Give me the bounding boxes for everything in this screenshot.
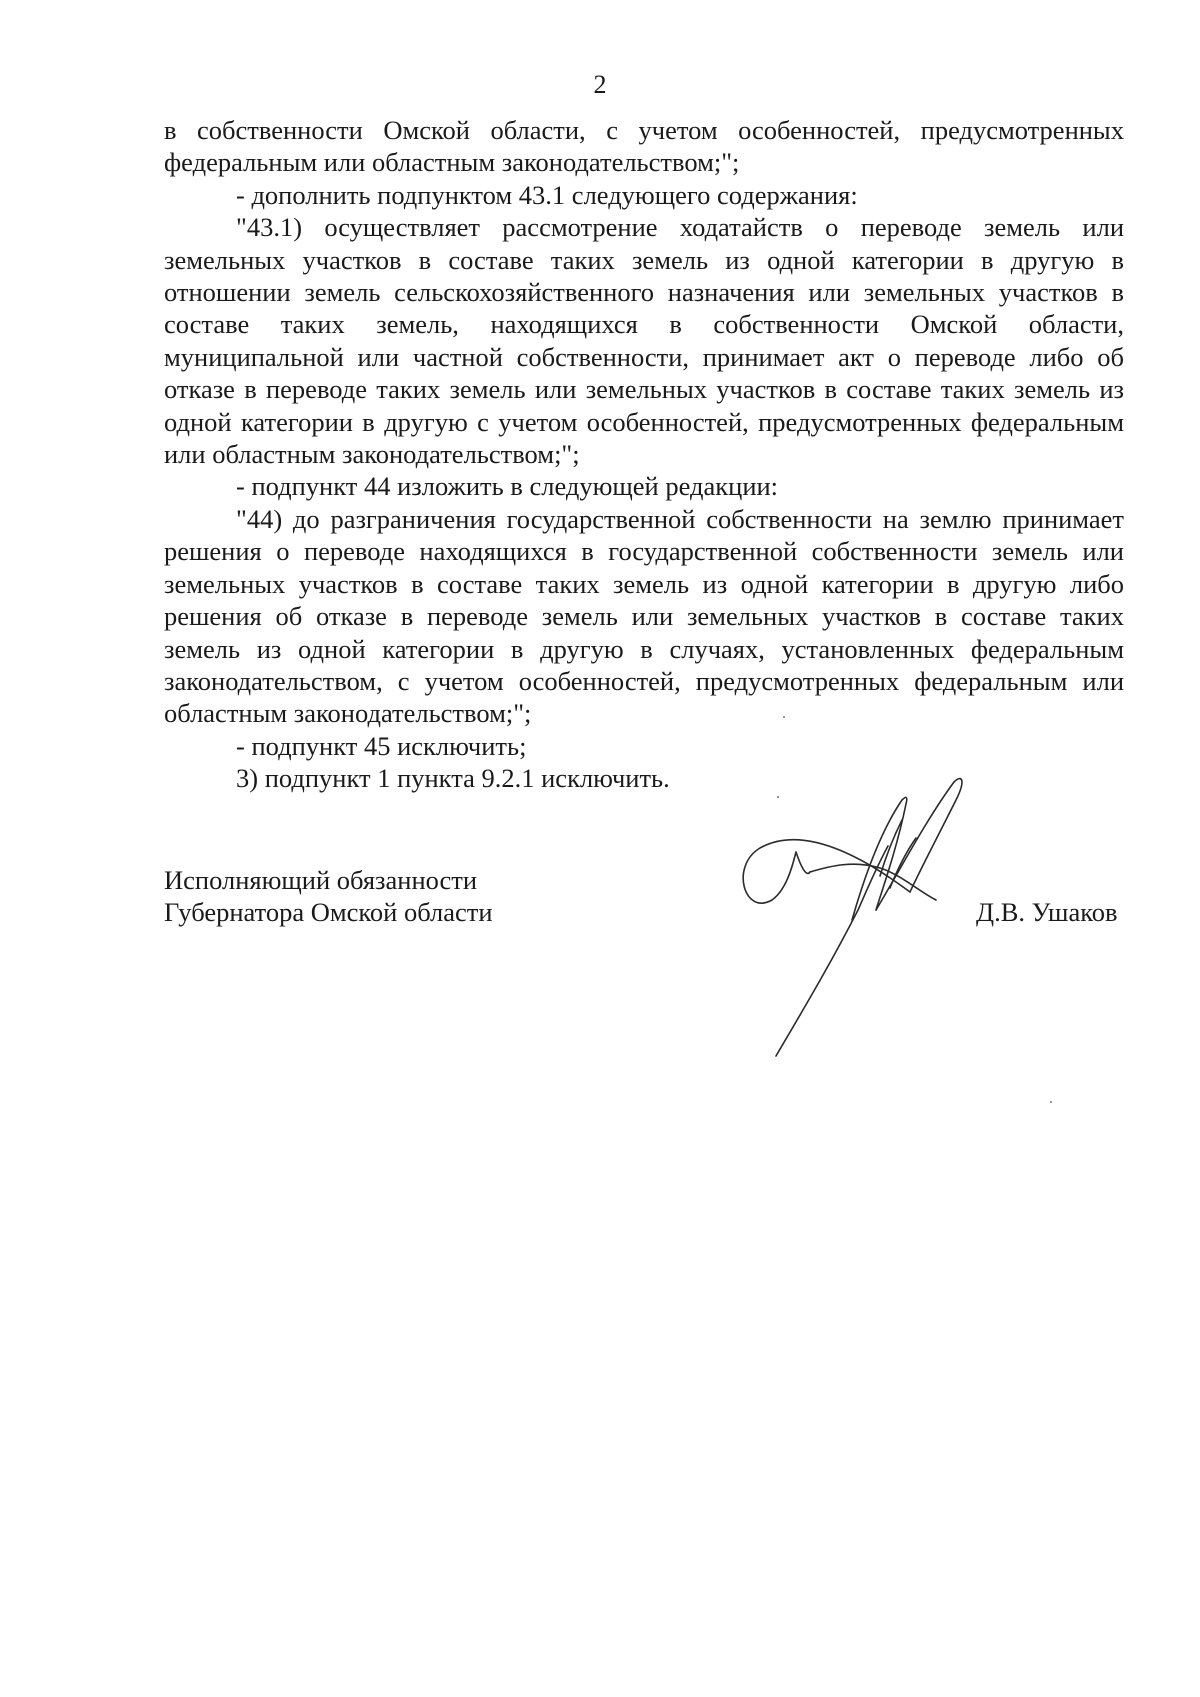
paragraph: "44) до разграничения государственной собственности на землю принимает решения о переводе находящихся в государственной собственности земель или земельных участков в составе таких земель из одной категории в другую либо решения об отказе в переводе земель или земельных участков в составе таких земель из одной категории в другую в случаях, установленных федеральным законодательством, с учетом особенностей, предусмотренных федеральным или областным законодательством;";	[164, 503, 1124, 729]
paragraph: - подпункт 44 изложить в следующей редакции:	[236, 471, 779, 502]
paragraph: в собственности Омской области, с учетом особенностей, предусмотренных федеральным или областным законодательством;";	[164, 115, 1124, 178]
page-number: 2	[593, 70, 607, 99]
signer-name: Д.В. Ушаков	[976, 897, 1118, 927]
signatory-position	[164, 864, 493, 929]
paragraph: "43.1) осуществляет рассмотрение ходатайств о переводе земель или земельных участков в составе таких земель из одной категории в другую в отношении земель сельскохозяйственного назначения или земельных участков в составе таких земель, находящихся в собственности Омской области, муниципальной или частной собственности, принимает акт о переводе либо об отказе в переводе таких земель или земельных участков в составе таких земель из одной категории в другую с учетом особенностей, предусмотренных федеральным или областным законодательством;";	[164, 212, 1124, 470]
paragraph: - дополнить подпунктом 43.1 следующего содержания:	[236, 179, 858, 210]
paragraph: 3) подпункт 1 пункта 9.2.1 исключить.	[236, 763, 670, 794]
handwritten-signature	[730, 760, 1010, 1060]
scan-speck	[783, 716, 785, 718]
paragraph: - подпункт 45 исключить;	[236, 730, 527, 761]
signatory-position-line1: Исполняющий обязанности	[164, 865, 478, 895]
signatory-position-line2: Губернатора Омской области	[164, 897, 493, 928]
document-body	[164, 114, 1124, 795]
scan-speck	[777, 796, 779, 798]
scan-speck	[1050, 1101, 1052, 1103]
